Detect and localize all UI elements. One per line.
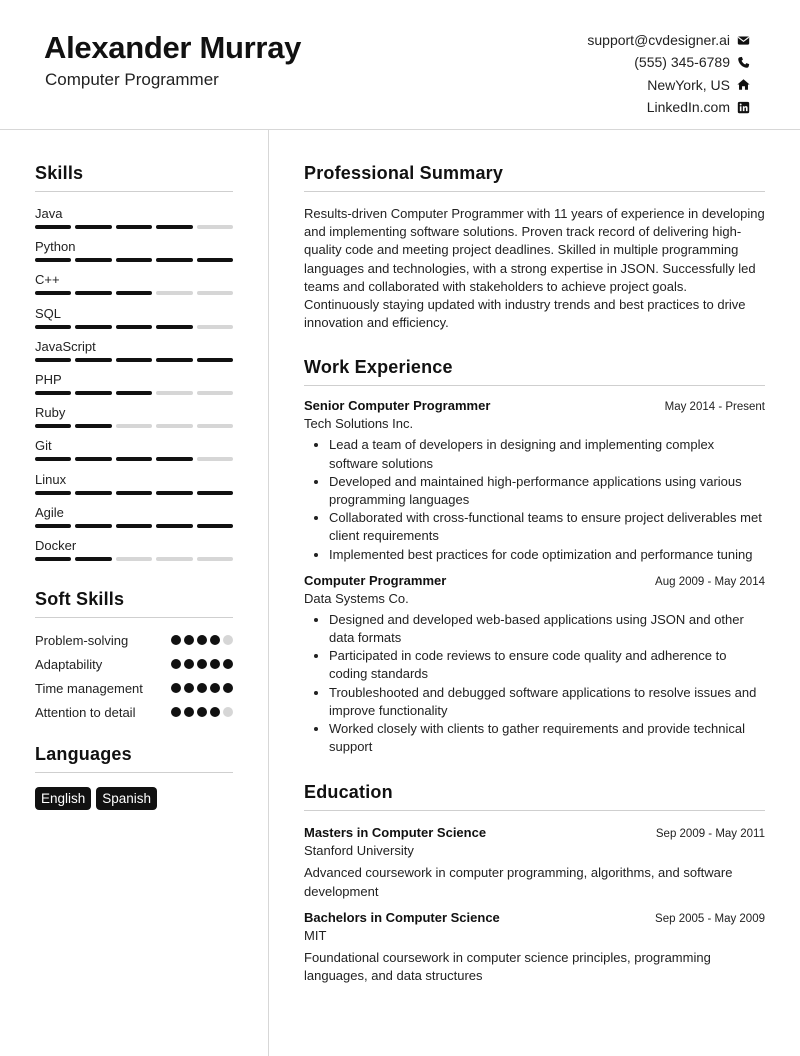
- skill-level-bar: [35, 325, 233, 329]
- soft-skills-heading: Soft Skills: [35, 589, 233, 618]
- skill-level-segment: [35, 358, 71, 362]
- education-school: MIT: [304, 927, 327, 943]
- soft-skill-rating: [171, 707, 233, 722]
- skill-name: C++: [35, 272, 60, 288]
- experience-heading: Work Experience: [304, 357, 765, 386]
- skill-level-bar: [35, 457, 233, 461]
- languages-heading: Languages: [35, 744, 233, 773]
- skill-level-segment: [197, 557, 233, 561]
- skill-level-segment: [156, 225, 192, 229]
- soft-skill-name: Adaptability: [35, 657, 103, 673]
- job-entry: [304, 573, 765, 757]
- skill-level-bar: [35, 557, 233, 561]
- soft-skill-name: Problem-solving: [35, 633, 129, 649]
- skill-level-segment: [116, 258, 152, 262]
- rating-dot: [210, 707, 220, 717]
- job-bullet: • Implemented best practices for code optimization and performance tuning: [329, 546, 765, 564]
- job-bullet: • Lead a team of developers in designing and implementing complex software solutions: [329, 436, 765, 472]
- skill-level-segment: [35, 524, 71, 528]
- contact-location: [587, 74, 750, 96]
- skill-level-segment: [197, 225, 233, 229]
- right-column: [304, 163, 765, 985]
- skill-level-segment: [35, 557, 71, 561]
- skill-level-bar: [35, 225, 233, 229]
- rating-dot: [171, 683, 181, 693]
- skill-level-segment: [116, 225, 152, 229]
- education-list: [304, 825, 765, 985]
- skill-level-segment: [35, 291, 71, 295]
- rating-dot: [171, 659, 181, 669]
- skill-level-segment: [116, 457, 152, 461]
- rating-dot: [184, 707, 194, 717]
- language-badge: Spanish: [96, 787, 157, 810]
- skill-level-segment: [156, 424, 192, 428]
- rating-dot: [197, 683, 207, 693]
- skill-name: Python: [35, 239, 76, 255]
- job-bullet: • Developed and maintained high-performance applications using various programming languages: [329, 473, 765, 509]
- envelope-icon: [736, 33, 750, 47]
- skill-level-segment: [116, 325, 152, 329]
- job-bullets: [304, 611, 765, 757]
- skill-name: Linux: [35, 471, 67, 487]
- contact-linkedin[interactable]: [587, 96, 750, 118]
- skill-name: Java: [35, 206, 63, 221]
- skill-level-segment: [35, 391, 71, 395]
- soft-skill-name: Time management: [35, 681, 143, 697]
- contact-phone[interactable]: [587, 51, 750, 73]
- skill-name: SQL: [35, 305, 62, 321]
- skill-item: [35, 339, 233, 372]
- skill-level-segment: [75, 291, 111, 295]
- summary-heading: Professional Summary: [304, 163, 765, 192]
- skill-level-segment: [156, 491, 192, 495]
- job-bullet: • Troubleshooted and debugged software applications to resolve issues and improve functionality: [329, 684, 765, 720]
- soft-skill-rating: [171, 635, 233, 650]
- skill-level-segment: [116, 358, 152, 362]
- education-school: Stanford University: [304, 843, 414, 859]
- job-role: Senior Computer Programmer: [304, 398, 491, 414]
- skill-level-segment: [156, 258, 192, 262]
- rating-dot: [210, 683, 220, 693]
- skill-level-bar: [35, 358, 233, 362]
- rating-dot: [184, 635, 194, 645]
- skill-level-segment: [156, 391, 192, 395]
- soft-skill-rating: [171, 659, 233, 674]
- skill-level-segment: [197, 424, 233, 428]
- skill-level-segment: [75, 524, 111, 528]
- rating-dot: [184, 659, 194, 669]
- skill-level-bar: [35, 258, 233, 262]
- rating-dot: [210, 659, 220, 669]
- home-icon: [736, 78, 750, 92]
- skill-level-segment: [197, 457, 233, 461]
- education-date: Sep 2009 - May 2011: [655, 828, 765, 841]
- soft-skill-item: [35, 680, 233, 698]
- job-header: [304, 573, 765, 588]
- experience-list: [304, 398, 765, 756]
- skill-level-segment: [35, 258, 71, 262]
- job-bullet: • Worked closely with clients to gather requirements and provide technical support: [329, 720, 765, 756]
- skill-name: Ruby: [35, 405, 66, 421]
- rating-dot: [223, 659, 233, 669]
- soft-skills-list: [35, 632, 233, 722]
- job-date: Aug 2009 - May 2014: [655, 575, 765, 588]
- education-degree: Bachelors in Computer Science: [304, 909, 500, 925]
- skill-level-segment: [35, 491, 71, 495]
- skill-level-segment: [156, 358, 192, 362]
- skill-level-segment: [197, 358, 233, 362]
- skill-level-segment: [197, 391, 233, 395]
- education-date: Sep 2005 - May 2009: [655, 912, 765, 925]
- contact-email[interactable]: [587, 29, 750, 51]
- skill-item: [35, 306, 233, 339]
- rating-dot: [171, 635, 181, 645]
- job-bullet: • Participated in code reviews to ensure code quality and adherence to coding standards: [329, 647, 765, 683]
- skill-level-segment: [75, 325, 111, 329]
- skill-level-segment: [35, 424, 71, 428]
- skill-level-segment: [156, 457, 192, 461]
- skill-level-segment: [75, 457, 111, 461]
- contact-phone-text: (555) 345-6789: [634, 54, 730, 71]
- job-bullets: [304, 436, 765, 563]
- skill-item: [35, 472, 233, 505]
- rating-dot: [197, 635, 207, 645]
- rating-dot: [197, 659, 207, 669]
- skill-level-segment: [35, 225, 71, 229]
- skill-item: [35, 272, 233, 305]
- phone-icon: [736, 55, 750, 69]
- job-company: Tech Solutions Inc.: [304, 416, 414, 432]
- skill-level-segment: [116, 491, 152, 495]
- skill-level-segment: [116, 557, 152, 561]
- skill-level-segment: [156, 325, 192, 329]
- skill-level-segment: [197, 524, 233, 528]
- language-badge: English: [35, 787, 91, 810]
- contact-list: [587, 29, 750, 118]
- skill-level-segment: [75, 557, 111, 561]
- rating-dot: [197, 707, 207, 717]
- job-bullet: • Designed and developed web-based applications using JSON and other data formats: [329, 611, 765, 647]
- skill-level-bar: [35, 291, 233, 295]
- soft-skill-rating: [171, 683, 233, 698]
- skill-item: [35, 239, 233, 272]
- education-description: Advanced coursework in computer programming, algorithms, and software development: [304, 865, 733, 899]
- skill-level-segment: [197, 491, 233, 495]
- skills-list: [35, 206, 233, 571]
- skill-item: [35, 206, 233, 239]
- skill-level-segment: [75, 258, 111, 262]
- soft-skill-name: Attention to detail: [35, 705, 136, 721]
- skill-level-segment: [156, 524, 192, 528]
- skill-level-segment: [197, 258, 233, 262]
- job-bullet: • Collaborated with cross-functional teams to ensure project deliverables met client requirements: [329, 509, 765, 545]
- candidate-name: Alexander Murray: [44, 30, 302, 65]
- skill-level-segment: [116, 524, 152, 528]
- skill-name: PHP: [35, 371, 62, 387]
- skill-item: [35, 538, 233, 571]
- job-entry: [304, 398, 765, 563]
- skill-level-segment: [75, 491, 111, 495]
- linkedin-icon: [736, 100, 750, 114]
- column-divider: [268, 130, 269, 1056]
- contact-email-text: support@cvdesigner.ai: [587, 32, 730, 49]
- skill-name: Git: [35, 438, 52, 454]
- skill-name: JavaScript: [35, 338, 96, 354]
- skill-item: [35, 405, 233, 438]
- candidate-title: Computer Programmer: [45, 70, 219, 89]
- skill-level-segment: [197, 291, 233, 295]
- skill-level-segment: [75, 225, 111, 229]
- soft-skill-item: [35, 632, 233, 650]
- summary-text: Results-driven Computer Programmer with 11 years of experience in developing and implementing software solutions. Proven track record of delivering high-quality code and meeting project deadlines. Skilled in multiple programming languages and technologies, with a strong expertise in JSON. Successfully led teams and collaborated with stakeholders to achieve project goals. Continuously staying updated with industry trends and best practices to drive innovation and efficiency.: [304, 206, 765, 331]
- skill-name: Agile: [35, 504, 64, 520]
- skill-level-segment: [75, 424, 111, 428]
- job-role: Computer Programmer: [304, 572, 447, 588]
- skill-level-segment: [156, 557, 192, 561]
- skill-level-bar: [35, 491, 233, 495]
- soft-skill-item: [35, 704, 233, 722]
- education-header: [304, 910, 765, 925]
- skill-item: [35, 505, 233, 538]
- contact-location-text: NewYork, US: [647, 76, 730, 93]
- job-date: May 2014 - Present: [664, 401, 765, 414]
- skill-level-segment: [35, 325, 71, 329]
- job-header: [304, 398, 765, 413]
- education-entry: [304, 825, 765, 900]
- education-heading: Education: [304, 782, 765, 811]
- skill-level-segment: [197, 325, 233, 329]
- rating-dot: [223, 635, 233, 645]
- soft-skill-item: [35, 656, 233, 674]
- skill-level-segment: [75, 358, 111, 362]
- rating-dot: [184, 683, 194, 693]
- skill-level-segment: [75, 391, 111, 395]
- skill-item: [35, 372, 233, 405]
- rating-dot: [210, 635, 220, 645]
- skill-item: [35, 438, 233, 471]
- skills-heading: Skills: [35, 163, 233, 192]
- rating-dot: [223, 707, 233, 717]
- skill-level-segment: [116, 424, 152, 428]
- skill-level-segment: [156, 291, 192, 295]
- contact-linkedin-text: LinkedIn.com: [646, 99, 730, 116]
- rating-dot: [223, 683, 233, 693]
- skill-level-bar: [35, 391, 233, 395]
- skill-level-segment: [116, 291, 152, 295]
- education-header: [304, 825, 765, 840]
- education-description: Foundational coursework in computer science principles, programming languages, and data structures: [304, 949, 711, 984]
- job-company: Data Systems Co.: [304, 590, 409, 606]
- education-degree: Masters in Computer Science: [304, 825, 487, 841]
- rating-dot: [171, 707, 181, 717]
- resume-header: [0, 0, 800, 130]
- skill-level-bar: [35, 524, 233, 528]
- skill-level-segment: [35, 457, 71, 461]
- languages-list: [35, 787, 233, 810]
- skill-level-bar: [35, 424, 233, 428]
- left-column: [35, 163, 233, 810]
- education-entry: [304, 910, 765, 985]
- skill-name: Docker: [35, 537, 77, 553]
- skill-level-segment: [116, 391, 152, 395]
